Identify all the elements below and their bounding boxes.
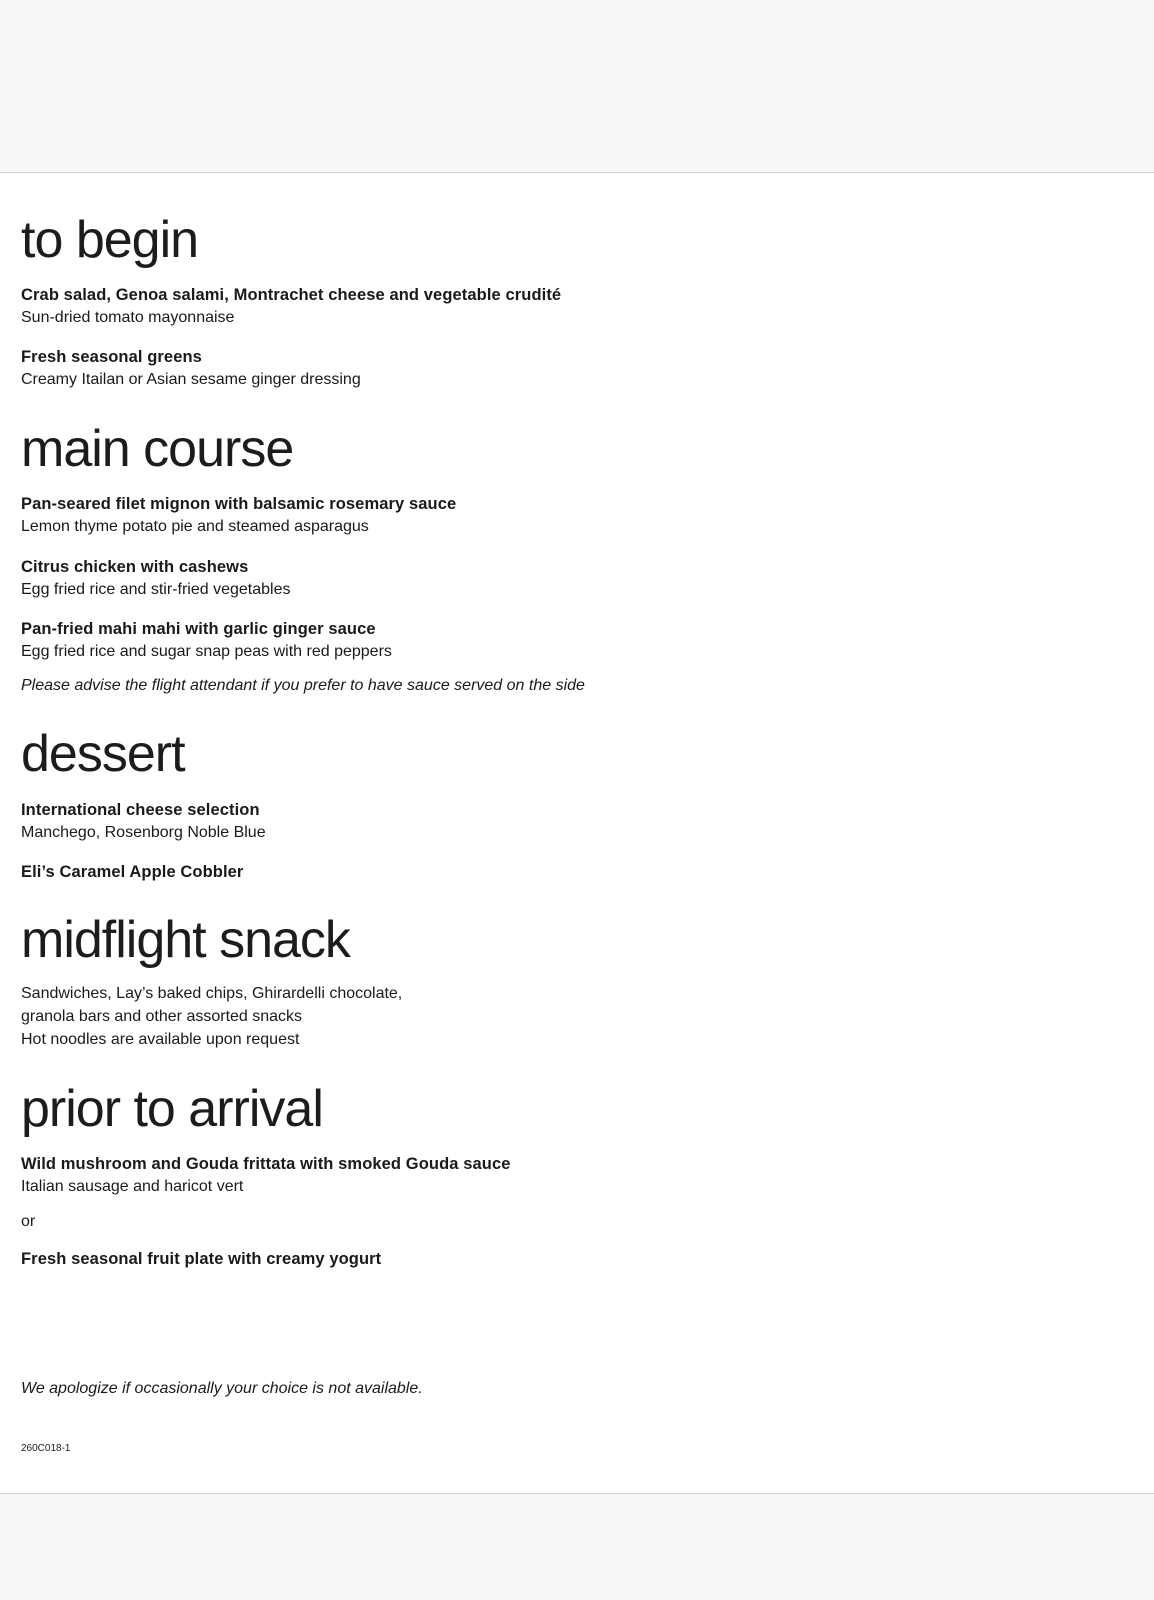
apology-note: We apologize if occasionally your choice is not available. <box>21 1380 423 1397</box>
snack-line: granola bars and other assorted snacks <box>21 1008 303 1025</box>
menu-item-name: Citrus chicken with cashews <box>21 558 249 576</box>
menu-item-description: Sun-dried tomato mayonnaise <box>21 309 235 326</box>
menu-item-description: Egg fried rice and sugar snap peas with red peppers <box>21 643 392 660</box>
menu-item-name: Wild mushroom and Gouda frittata with smoked Gouda sauce <box>21 1155 511 1173</box>
sauce-note: Please advise the flight attendant if you prefer to have sauce served on the side <box>21 677 585 694</box>
menu-item-name: International cheese selection <box>21 801 260 819</box>
menu-code: 260C018-1 <box>21 1443 71 1454</box>
menu-item-name: Pan-fried mahi mahi with garlic ginger sauce <box>21 620 376 638</box>
section-title-midflight-snack: midflight snack <box>21 911 350 969</box>
menu-item-description: Creamy Itailan or Asian sesame ginger dressing <box>21 371 361 388</box>
menu-item-name: Eli’s Caramel Apple Cobbler <box>21 863 244 881</box>
or-separator: or <box>21 1213 36 1230</box>
section-title-main-course: main course <box>21 420 294 478</box>
menu-item-name: Crab salad, Genoa salami, Montrachet cheese and vegetable crudité <box>21 286 562 304</box>
menu-item-description: Egg fried rice and stir-fried vegetables <box>21 581 291 598</box>
menu-sheet <box>0 172 1154 1494</box>
snack-line: Sandwiches, Lay’s baked chips, Ghirardelli chocolate, <box>21 985 403 1002</box>
menu-item-name: Fresh seasonal fruit plate with creamy yogurt <box>21 1250 382 1268</box>
menu-item-description: Manchego, Rosenborg Noble Blue <box>21 824 266 841</box>
snack-line: Hot noodles are available upon request <box>21 1031 300 1048</box>
menu-item-description: Italian sausage and haricot vert <box>21 1178 244 1195</box>
menu-item-description: Lemon thyme potato pie and steamed asparagus <box>21 518 369 535</box>
section-title-prior-to-arrival: prior to arrival <box>21 1080 323 1138</box>
section-title-dessert: dessert <box>21 725 185 783</box>
menu-item-name: Pan-seared filet mignon with balsamic rosemary sauce <box>21 495 457 513</box>
menu-item-name: Fresh seasonal greens <box>21 348 202 366</box>
section-title-to-begin: to begin <box>21 211 199 269</box>
